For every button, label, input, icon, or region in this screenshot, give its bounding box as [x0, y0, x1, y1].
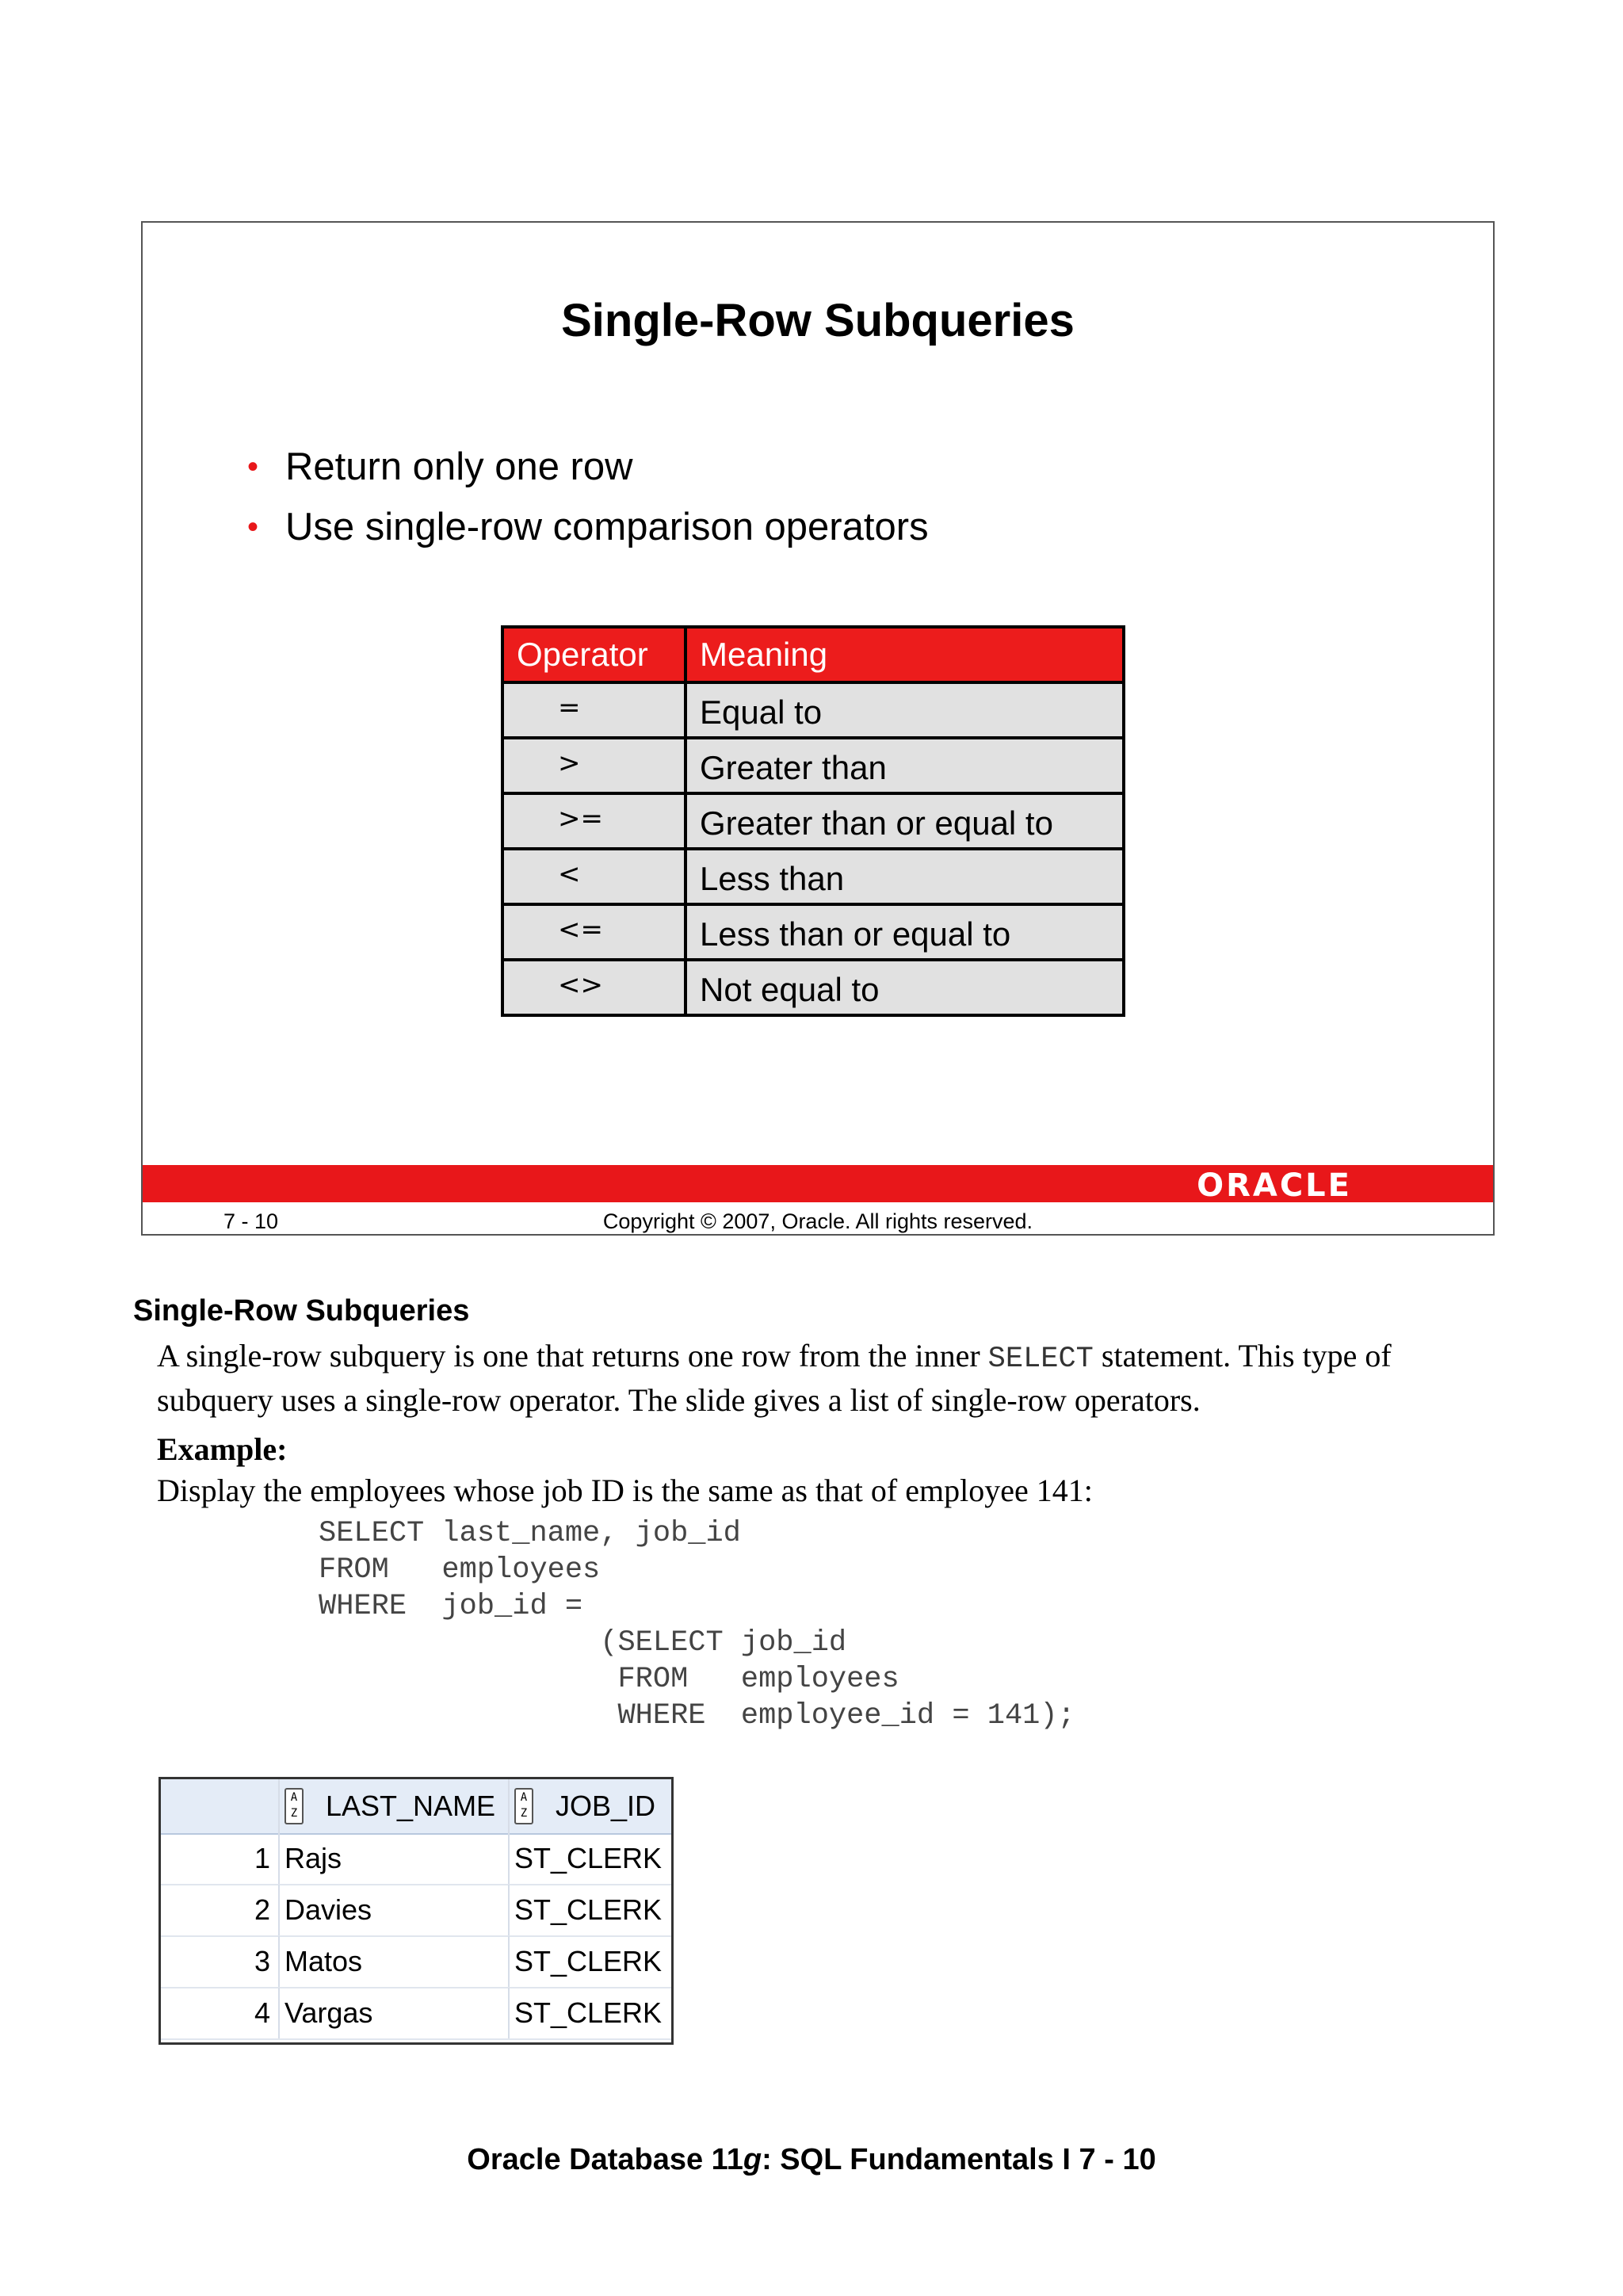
meaning-cell: Less than or equal to — [685, 904, 1124, 960]
column-header-last-name[interactable]: A Z LAST_NAME — [280, 1779, 510, 1833]
meaning-cell: Not equal to — [685, 960, 1124, 1015]
meaning-cell: Equal to — [685, 682, 1124, 738]
table-row — [502, 738, 1124, 793]
page-footer: Oracle Database 11g: SQL Fundamentals I 7 - 10 — [467, 2143, 1156, 2176]
table-row[interactable] — [161, 1988, 671, 2040]
job-id-cell[interactable]: ST_CLERK — [514, 1945, 663, 1977]
last-name-cell[interactable]: Matos — [280, 1936, 510, 1987]
bullet-item: • Use single-row comparison operators — [247, 497, 929, 557]
notes-paragraph: A single-row subquery is one that returns one row from the inner SELECT statement. This type of subquery uses a single-row operator. The slide gives a list of single-row operators. — [157, 1338, 1392, 1418]
job-id-cell[interactable]: ST_CLERK — [514, 1842, 663, 1874]
operator-cell: <= — [502, 904, 685, 960]
operator-cell: > — [502, 738, 685, 793]
operator-cell: < — [502, 849, 685, 904]
bullet-icon: • — [247, 449, 259, 484]
header-meaning: Meaning — [685, 627, 1124, 682]
table-row[interactable] — [161, 1885, 671, 1937]
footer-bar — [143, 1165, 1493, 1202]
sort-az-icon[interactable]: A Z — [285, 1788, 304, 1824]
table-row — [502, 849, 1124, 904]
operator-cell: = — [502, 682, 685, 738]
row-number: 3 — [161, 1936, 280, 1987]
sort-az-icon[interactable]: A Z — [514, 1788, 533, 1824]
header-operator: Operator — [502, 627, 685, 682]
operator-cell: >= — [502, 793, 685, 849]
last-name-cell[interactable]: Rajs — [280, 1833, 510, 1884]
bullet-item: • Return only one row — [247, 437, 929, 497]
slide-frame — [141, 221, 1495, 1236]
table-row[interactable] — [161, 1833, 671, 1885]
operator-table — [501, 625, 1125, 1017]
job-id-cell[interactable]: ST_CLERK — [514, 1893, 663, 1926]
notes-heading: Single-Row Subqueries — [133, 1294, 470, 1328]
table-row[interactable] — [161, 1936, 671, 1988]
slide-number: 7 - 10 — [223, 1209, 279, 1233]
row-number: 2 — [161, 1885, 280, 1935]
meaning-cell: Greater than or equal to — [685, 793, 1124, 849]
example-text: Display the employees whose job ID is the same as that of employee 141: — [157, 1473, 1093, 1508]
oracle-logo: ORACLE — [1197, 1167, 1352, 1204]
row-number: 4 — [161, 1988, 280, 2038]
meaning-cell: Greater than — [685, 738, 1124, 793]
column-header-job-id[interactable]: A Z JOB_ID — [510, 1779, 671, 1833]
results-grid — [158, 1777, 674, 2045]
inline-code: SELECT — [987, 1343, 1094, 1376]
operator-cell: <> — [502, 960, 685, 1015]
operator-table-header — [502, 627, 1124, 682]
table-row — [502, 904, 1124, 960]
row-number: 1 — [161, 1833, 280, 1884]
last-name-cell[interactable]: Vargas — [280, 1988, 510, 2038]
example-label: Example: — [157, 1431, 288, 1467]
job-id-cell[interactable]: ST_CLERK — [514, 1996, 663, 2029]
copyright: Copyright © 2007, Oracle. All rights reserved. — [602, 1209, 1033, 1233]
table-row — [502, 793, 1124, 849]
code-block: SELECT last_name, job_id FROM employees WHERE job_id = (SELECT job_id FROM employees WHERE employee_id = 141); — [319, 1517, 1075, 1733]
slide-title: Single-Row Subqueries — [561, 295, 1075, 346]
grid-header — [161, 1779, 671, 1835]
bullet-icon: • — [247, 510, 259, 544]
table-row — [502, 682, 1124, 738]
notes-body — [157, 1335, 1488, 1511]
table-row — [502, 960, 1124, 1015]
last-name-cell[interactable]: Davies — [280, 1885, 510, 1935]
bullet-list — [247, 437, 929, 557]
meaning-cell: Less than — [685, 849, 1124, 904]
